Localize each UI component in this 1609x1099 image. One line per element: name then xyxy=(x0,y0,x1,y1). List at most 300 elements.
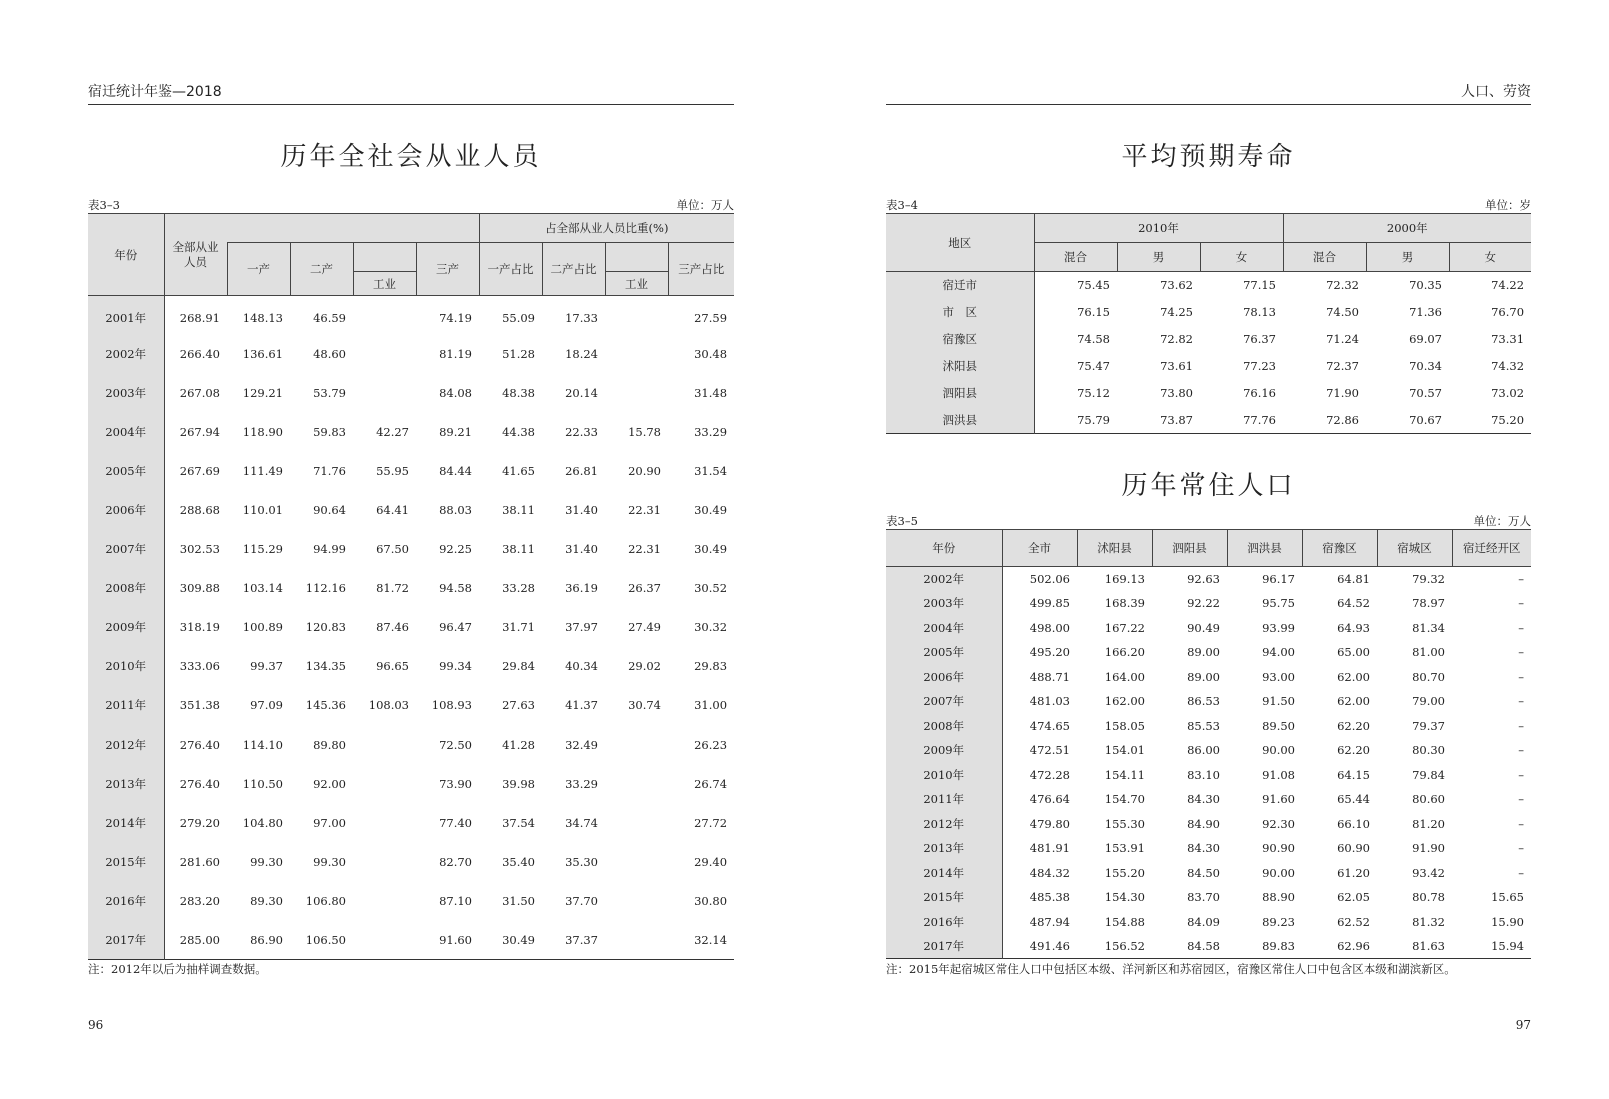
table-cell: 84.08 xyxy=(439,386,472,401)
table-cell: 481.03 xyxy=(1029,694,1070,709)
table-cell: 89.00 xyxy=(1187,645,1220,660)
table-cell: 86.90 xyxy=(250,932,283,947)
table-cell: 42.27 xyxy=(376,425,409,440)
table-cell: – xyxy=(1518,596,1524,611)
table-cell: 72.32 xyxy=(1326,278,1360,293)
table-cell: 60.90 xyxy=(1337,841,1370,856)
row-year: 2006年 xyxy=(88,491,164,530)
table-cell: 30.48 xyxy=(694,347,728,362)
row-year: 2016年 xyxy=(88,881,164,920)
table-cell: 309.88 xyxy=(179,581,220,596)
table-cell: 78.97 xyxy=(1412,596,1445,611)
table-cell: 96.47 xyxy=(439,620,472,635)
table-row xyxy=(886,861,1531,886)
header-region: 地区 xyxy=(886,214,1034,272)
table-cell: 110.01 xyxy=(242,503,283,518)
table-cell: 32.14 xyxy=(694,932,728,947)
table-cell: 88.03 xyxy=(439,503,472,518)
employment-table xyxy=(88,213,734,960)
table-cell: 62.05 xyxy=(1337,890,1370,905)
table-cell: 499.85 xyxy=(1029,596,1070,611)
table-cell: 73.31 xyxy=(1491,332,1525,346)
table-note: 注：2012年以后为抽样调查数据。 xyxy=(88,962,267,976)
table-cell: 32.49 xyxy=(565,737,598,752)
row-year: 2017年 xyxy=(886,934,1002,959)
pop-header-cell: 宿迁经开区 xyxy=(1452,530,1531,567)
table-cell: 115.29 xyxy=(242,542,283,557)
row-year: 2017年 xyxy=(88,920,164,959)
row-year: 2015年 xyxy=(886,885,1002,910)
table-cell: 27.59 xyxy=(694,311,728,326)
table-cell xyxy=(353,374,416,413)
table-cell: 136.61 xyxy=(242,347,283,362)
header-2010-female: 女 xyxy=(1200,243,1283,272)
table-cell: 92.00 xyxy=(313,776,346,791)
table-cell: 70.34 xyxy=(1409,359,1443,373)
table-cell: 118.90 xyxy=(242,425,283,440)
row-year: 2007年 xyxy=(88,530,164,569)
table-cell: 30.32 xyxy=(694,620,728,635)
table-cell: 491.46 xyxy=(1029,939,1070,953)
table-cell: 82.70 xyxy=(439,854,472,869)
table-row xyxy=(88,569,734,608)
life-table-title: 平均预期寿命 xyxy=(1121,142,1296,172)
table-cell: 36.19 xyxy=(565,581,598,596)
table-cell: 91.50 xyxy=(1262,694,1295,709)
table-cell: 99.37 xyxy=(250,659,283,674)
table-cell: 31.54 xyxy=(694,464,728,479)
table-cell: 51.28 xyxy=(502,347,535,362)
table-cell: 74.32 xyxy=(1491,359,1525,373)
pop-header-cell: 泗洪县 xyxy=(1227,530,1302,567)
right-page xyxy=(886,0,1531,1099)
table-cell: 62.20 xyxy=(1337,718,1370,733)
table-row xyxy=(886,567,1531,592)
table-cell: – xyxy=(1518,620,1524,635)
employment-table-body xyxy=(88,296,734,960)
table-cell: 22.31 xyxy=(628,503,661,518)
table-cell: 29.83 xyxy=(694,659,728,674)
table-cell: 37.97 xyxy=(565,620,598,635)
table-cell: – xyxy=(1518,816,1524,831)
table-cell: 75.79 xyxy=(1077,412,1110,427)
table-cell: – xyxy=(1518,865,1524,880)
table-cell: 75.45 xyxy=(1077,278,1110,293)
table-cell: 90.64 xyxy=(313,503,346,518)
table-cell xyxy=(605,881,668,920)
table-cell: 302.53 xyxy=(179,542,220,557)
row-year: 2014年 xyxy=(88,803,164,842)
table-cell: 129.21 xyxy=(242,386,283,401)
table-cell: 488.71 xyxy=(1029,669,1070,684)
table-row xyxy=(886,272,1531,299)
table-cell: 276.40 xyxy=(179,776,220,791)
table-cell: 31.40 xyxy=(565,503,598,518)
table-cell: 87.10 xyxy=(439,893,472,908)
table-cell: 89.50 xyxy=(1262,718,1295,733)
table-cell: 134.35 xyxy=(305,659,346,674)
row-region: 泗阳县 xyxy=(886,380,1034,407)
table-cell: 485.38 xyxy=(1029,890,1070,905)
table-cell: 72.50 xyxy=(439,737,472,752)
table-cell: 472.28 xyxy=(1029,767,1070,782)
table-cell: 33.28 xyxy=(502,581,535,596)
table-cell: 30.74 xyxy=(628,698,661,713)
table-cell: 84.44 xyxy=(439,464,472,479)
table-row xyxy=(886,787,1531,812)
table-cell xyxy=(605,764,668,803)
row-year: 2005年 xyxy=(886,640,1002,665)
table-cell: 283.20 xyxy=(179,893,220,908)
table-cell: 15.78 xyxy=(628,425,661,440)
table-cell: 94.00 xyxy=(1262,645,1295,660)
table-cell xyxy=(605,725,668,764)
table-cell: 46.59 xyxy=(313,311,346,326)
table-cell: 279.20 xyxy=(179,815,220,830)
table-cell: 64.41 xyxy=(376,503,409,518)
life-table-body xyxy=(886,272,1531,434)
pop-header-cell: 年份 xyxy=(886,530,1002,567)
table-cell: 35.30 xyxy=(565,854,598,869)
table-cell: 29.84 xyxy=(502,659,535,674)
table-cell: 70.67 xyxy=(1409,412,1443,427)
header-blank-2 xyxy=(353,243,416,272)
row-year: 2010年 xyxy=(886,763,1002,788)
table-cell: 99.34 xyxy=(439,659,472,674)
table-cell: 41.37 xyxy=(565,698,598,713)
table-row xyxy=(886,836,1531,861)
table-row xyxy=(886,591,1531,616)
table-cell: 73.80 xyxy=(1160,386,1193,400)
life-table-unit: 单位：岁 xyxy=(1485,198,1531,212)
row-year: 2003年 xyxy=(886,591,1002,616)
table-cell: 61.20 xyxy=(1337,865,1370,880)
row-year: 2005年 xyxy=(88,452,164,491)
table-cell xyxy=(353,764,416,803)
header-2000: 2000年 xyxy=(1283,214,1531,243)
life-expectancy-table xyxy=(886,213,1531,434)
header-2010-mixed: 混合 xyxy=(1034,243,1117,272)
table-cell: 154.70 xyxy=(1104,792,1145,807)
table-cell: 22.33 xyxy=(565,425,598,440)
table-unit: 单位：万人 xyxy=(676,198,734,212)
table-number: 表3–3 xyxy=(88,198,120,212)
table-cell: – xyxy=(1518,669,1524,684)
table-cell: – xyxy=(1518,694,1524,709)
table-cell: 112.16 xyxy=(305,581,346,596)
table-cell: 76.70 xyxy=(1491,305,1525,319)
row-year: 2012年 xyxy=(88,725,164,764)
table-cell: 29.40 xyxy=(694,854,728,869)
row-region: 市 区 xyxy=(886,299,1034,326)
table-cell: 71.76 xyxy=(313,464,346,479)
table-cell: 97.09 xyxy=(250,698,283,713)
table-cell: 97.00 xyxy=(313,815,346,830)
table-cell: 104.80 xyxy=(242,815,283,830)
table-cell: 30.49 xyxy=(694,503,728,518)
table-cell: 90.49 xyxy=(1187,620,1220,635)
table-cell: – xyxy=(1518,743,1524,758)
header-primary: 一产 xyxy=(227,243,290,296)
table-cell: 100.89 xyxy=(242,620,283,635)
table-cell: 59.83 xyxy=(313,425,346,440)
row-year: 2002年 xyxy=(886,567,1002,592)
table-cell: – xyxy=(1518,841,1524,856)
table-cell: 22.31 xyxy=(628,542,661,557)
table-cell: 48.38 xyxy=(502,386,535,401)
table-cell: 96.65 xyxy=(376,659,409,674)
table-cell xyxy=(605,842,668,881)
table-cell: 96.17 xyxy=(1262,572,1295,586)
table-cell: 154.11 xyxy=(1104,767,1145,782)
table-cell: 495.20 xyxy=(1029,645,1070,660)
running-title: 宿迁统计年鉴—2018 xyxy=(88,84,222,100)
table-cell: 73.90 xyxy=(439,776,472,791)
table-row xyxy=(886,640,1531,665)
header-secondary xyxy=(290,243,353,296)
table-row xyxy=(886,885,1531,910)
table-cell: 90.00 xyxy=(1262,865,1295,880)
table-cell: 29.02 xyxy=(628,659,661,674)
row-year: 2012年 xyxy=(886,812,1002,837)
header-2000-mixed: 混合 xyxy=(1283,243,1366,272)
table-cell: 80.70 xyxy=(1412,669,1445,684)
table-row xyxy=(88,881,734,920)
table-cell: 26.81 xyxy=(565,464,598,479)
table-cell: 285.00 xyxy=(179,932,220,947)
table-cell xyxy=(353,296,416,335)
table-row xyxy=(88,374,734,413)
table-cell: – xyxy=(1518,792,1524,807)
table-cell: 85.53 xyxy=(1187,718,1220,733)
table-cell: 40.34 xyxy=(565,659,598,674)
table-row xyxy=(88,725,734,764)
pop-header-cell: 宿豫区 xyxy=(1302,530,1377,567)
table-cell: 65.00 xyxy=(1337,645,1370,660)
page-number: 96 xyxy=(88,1018,104,1032)
table-cell: 498.00 xyxy=(1029,620,1070,635)
table-cell: 17.33 xyxy=(565,311,598,326)
table-cell: 80.30 xyxy=(1412,743,1445,758)
table-cell: 74.58 xyxy=(1077,332,1110,346)
table-cell: 34.74 xyxy=(565,815,598,830)
table-cell: 99.30 xyxy=(250,854,283,869)
header-2000-male: 男 xyxy=(1366,243,1449,272)
table-row xyxy=(886,299,1531,326)
table-cell: 31.40 xyxy=(565,542,598,557)
table-cell: 71.24 xyxy=(1326,332,1360,346)
table-cell: 77.15 xyxy=(1243,278,1277,293)
row-region: 沭阳县 xyxy=(886,353,1034,380)
table-cell: 15.94 xyxy=(1491,939,1524,953)
table-cell: 30.80 xyxy=(694,893,728,908)
table-cell: 155.30 xyxy=(1104,816,1145,831)
table-row xyxy=(886,714,1531,739)
header-secondary-share: 二产占比 xyxy=(542,243,605,296)
table-cell: 31.48 xyxy=(694,386,728,401)
table-cell: 89.83 xyxy=(1262,939,1295,953)
table-cell: 30.49 xyxy=(502,932,535,947)
table-cell: 484.32 xyxy=(1029,865,1070,880)
table-cell: 120.83 xyxy=(305,620,346,635)
table-cell: 148.13 xyxy=(242,311,283,326)
table-cell: 74.19 xyxy=(439,311,472,326)
table-cell: 75.12 xyxy=(1077,386,1110,400)
table-cell: 94.58 xyxy=(439,581,472,596)
table-cell: 90.00 xyxy=(1262,743,1295,758)
table-cell: 93.42 xyxy=(1412,865,1445,880)
life-table-number: 表3–4 xyxy=(886,198,918,212)
table-cell: 81.34 xyxy=(1412,620,1445,635)
table-cell: 266.40 xyxy=(179,347,220,362)
table-row xyxy=(88,842,734,881)
table-cell: 37.70 xyxy=(565,893,598,908)
table-cell: 64.52 xyxy=(1337,596,1370,611)
table-cell: 48.60 xyxy=(313,347,346,362)
table-cell xyxy=(353,920,416,959)
table-cell: – xyxy=(1518,767,1524,782)
table-cell: 26.37 xyxy=(628,581,661,596)
row-year: 2011年 xyxy=(88,686,164,725)
table-cell: 91.60 xyxy=(439,932,472,947)
table-cell: 108.03 xyxy=(368,698,409,713)
pop-header-cell: 沭阳县 xyxy=(1077,530,1152,567)
table-row xyxy=(88,764,734,803)
table-cell: 79.32 xyxy=(1412,572,1445,586)
row-year: 2009年 xyxy=(88,608,164,647)
table-row xyxy=(886,326,1531,353)
table-cell xyxy=(605,803,668,842)
table-cell: 64.15 xyxy=(1337,767,1370,782)
table-cell: 268.91 xyxy=(179,311,220,326)
table-cell: 72.86 xyxy=(1326,412,1360,427)
table-cell: 77.40 xyxy=(439,815,472,830)
table-cell: 79.84 xyxy=(1412,767,1445,782)
table-cell: – xyxy=(1518,718,1524,733)
table-cell: 30.52 xyxy=(694,581,728,596)
table-cell: 62.96 xyxy=(1337,939,1370,953)
table-cell: 145.36 xyxy=(305,698,346,713)
table-cell: 73.61 xyxy=(1160,359,1193,373)
table-cell: 27.63 xyxy=(502,698,535,713)
table-cell: 84.09 xyxy=(1187,914,1220,929)
table-row xyxy=(88,452,734,491)
table-cell: 155.20 xyxy=(1104,865,1145,880)
table-cell: 472.51 xyxy=(1029,743,1070,758)
table-cell: 103.14 xyxy=(242,581,283,596)
table-cell: 92.63 xyxy=(1187,572,1220,586)
table-cell xyxy=(605,296,668,335)
header-tertiary: 三产 xyxy=(416,243,479,296)
table-cell: 33.29 xyxy=(694,425,728,440)
header-blank-3 xyxy=(605,243,668,272)
table-cell: 281.60 xyxy=(179,854,220,869)
row-year: 2006年 xyxy=(886,665,1002,690)
table-cell: 92.30 xyxy=(1262,816,1295,831)
table-cell: 481.91 xyxy=(1029,841,1070,856)
table-cell: 33.29 xyxy=(565,776,598,791)
table-cell: 76.16 xyxy=(1243,386,1277,400)
table-row xyxy=(88,686,734,725)
table-cell: 67.50 xyxy=(376,542,409,557)
table-cell: 94.99 xyxy=(313,542,346,557)
table-cell: 69.07 xyxy=(1409,332,1443,346)
table-cell: 476.64 xyxy=(1029,792,1070,807)
row-year: 2002年 xyxy=(88,335,164,374)
table-cell: 89.30 xyxy=(250,893,283,908)
row-year: 2013年 xyxy=(886,836,1002,861)
table-cell: 90.90 xyxy=(1262,841,1295,856)
row-year: 2010年 xyxy=(88,647,164,686)
table-cell: 333.06 xyxy=(179,659,220,674)
table-row xyxy=(886,353,1531,380)
table-cell: 73.62 xyxy=(1160,278,1193,293)
row-region: 宿豫区 xyxy=(886,326,1034,353)
table-row xyxy=(88,335,734,374)
table-cell: 64.81 xyxy=(1337,572,1370,586)
table-cell: 81.63 xyxy=(1412,939,1445,953)
table-cell: 156.52 xyxy=(1104,939,1145,953)
table-cell: 31.50 xyxy=(502,893,535,908)
table-cell: 93.99 xyxy=(1262,620,1295,635)
row-year: 2016年 xyxy=(886,910,1002,935)
table-cell: 84.58 xyxy=(1187,939,1220,953)
table-row xyxy=(886,665,1531,690)
pop-table-unit: 单位：万人 xyxy=(1473,514,1531,528)
table-cell: 92.25 xyxy=(439,542,472,557)
table-cell xyxy=(353,803,416,842)
table-cell: 71.36 xyxy=(1409,305,1443,319)
table-cell: 26.23 xyxy=(694,737,728,752)
table-cell: 71.90 xyxy=(1326,386,1360,400)
row-year: 2008年 xyxy=(886,714,1002,739)
table-cell xyxy=(353,842,416,881)
table-cell: 153.91 xyxy=(1104,841,1145,856)
table-cell: 89.21 xyxy=(439,425,472,440)
page-number-right: 97 xyxy=(1515,1018,1531,1032)
table-cell: 64.93 xyxy=(1337,620,1370,635)
table-cell: 93.00 xyxy=(1262,669,1295,684)
table-cell: 73.87 xyxy=(1160,412,1193,427)
table-cell: 81.32 xyxy=(1412,914,1445,929)
table-cell: 502.06 xyxy=(1029,572,1070,586)
row-year: 2011年 xyxy=(886,787,1002,812)
row-region: 泗洪县 xyxy=(886,407,1034,434)
table-cell: 77.23 xyxy=(1243,359,1277,373)
header-2010: 2010年 xyxy=(1034,214,1283,243)
pop-header-cell: 泗阳县 xyxy=(1152,530,1227,567)
table-cell: 66.10 xyxy=(1337,816,1370,831)
table-row xyxy=(88,920,734,959)
table-row xyxy=(88,803,734,842)
table-cell: 72.37 xyxy=(1326,359,1360,373)
pop-header-cell: 宿城区 xyxy=(1377,530,1452,567)
table-cell: 41.65 xyxy=(502,464,535,479)
table-row xyxy=(88,647,734,686)
table-cell: 166.20 xyxy=(1104,645,1145,660)
table-cell: 111.49 xyxy=(242,464,283,479)
table-cell: 26.74 xyxy=(694,776,728,791)
row-year: 2001年 xyxy=(88,296,164,335)
table-row xyxy=(886,616,1531,641)
running-head-right xyxy=(886,84,1531,105)
table-row xyxy=(886,910,1531,935)
table-cell: 84.30 xyxy=(1187,841,1220,856)
table-cell xyxy=(353,335,416,374)
table-cell: 267.94 xyxy=(179,425,220,440)
table-cell: 86.00 xyxy=(1187,743,1220,758)
pop-header-row xyxy=(886,530,1531,567)
